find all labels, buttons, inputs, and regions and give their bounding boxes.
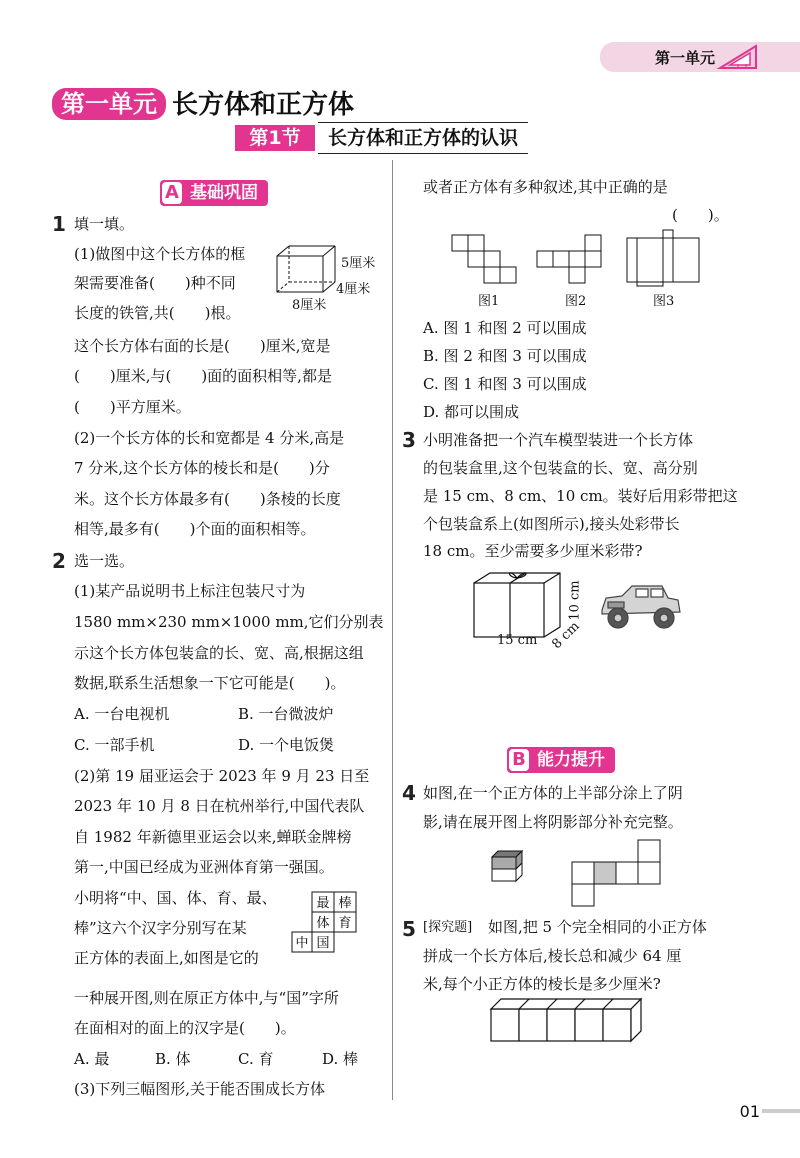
net-char-zhong: 中	[295, 936, 309, 951]
level-a-badge	[160, 180, 268, 206]
q2-p2-line-8: 一种展开图,则在原正方体中,与“国”字所	[74, 989, 339, 1007]
q1-height-label: 5厘米	[341, 256, 376, 271]
page-number: 01	[739, 1102, 760, 1121]
q2-p1-option-b: B. 一台微波炉	[238, 705, 334, 723]
q2-p2-line-1: (2)第 19 届亚运会于 2023 年 9 月 23 日至	[74, 767, 370, 785]
q3-line-3: 是 15 cm、8 cm、10 cm。装好后用彩带把这	[423, 487, 738, 505]
q2-p1-option-c: C. 一部手机	[74, 736, 155, 754]
level-b-badge	[507, 747, 615, 773]
ruler-triangle-icon	[716, 44, 760, 70]
q1-line-5: ( )厘米,与( )面的面积相等,都是	[74, 367, 332, 385]
q2-p3-option-a: A. 图 1 和图 2 可以围成	[423, 319, 587, 337]
q2-p2-line-4: 第一,中国已经成为亚洲体育第一强国。	[74, 858, 334, 876]
q2-p2-line-2: 2023 年 10 月 8 日在杭州举行,中国代表队	[74, 797, 365, 815]
q1-line-9: 米。这个长方体最多有( )条棱的长度	[74, 490, 341, 508]
q1-line-3: 长度的铁管,共( )根。	[74, 304, 241, 322]
q3-line-2: 的包装盒里,这个包装盒的长、宽、高分别	[423, 459, 698, 477]
q4-line-2: 影,请在展开图上将阴影部分补充完整。	[423, 813, 683, 831]
q2-p2-line-9: 在面相对的面上的汉字是( )。	[74, 1019, 296, 1037]
unit-title: 长方体和正方体	[172, 90, 355, 120]
section-title: 长方体和正方体的认识	[318, 122, 528, 154]
unit-badge: 第一单元	[52, 88, 166, 120]
q2-p2-option-d: D. 棒	[322, 1050, 359, 1068]
q3-line-4: 个包装盒系上(如图所示),接头处彩带长	[423, 515, 680, 533]
level-a-label: 基础巩固	[190, 183, 258, 203]
q2-number: 2	[52, 549, 66, 573]
q2-p2-option-c: C. 育	[238, 1050, 274, 1068]
q2-heading: 选一选。	[74, 552, 135, 570]
level-b-letter: B	[507, 747, 531, 773]
q4-shaded-cube-figure	[488, 849, 528, 885]
q2-p2-option-a: A. 最	[74, 1050, 110, 1068]
q1-length-label: 8厘米	[292, 298, 327, 313]
q2-p3-blank: ( )。	[672, 206, 729, 224]
q1-line-6: ( )平方厘米。	[74, 398, 191, 416]
q1-line-1: (1)做图中这个长方体的框	[74, 245, 246, 263]
q2-p2-option-b: B. 体	[155, 1050, 191, 1068]
q1-line-2: 架需要准备( )种不同	[74, 274, 236, 292]
q2-cube-net-figure	[290, 890, 360, 955]
q2-p1-option-d: D. 一个电饭煲	[238, 736, 335, 754]
q4-cube-net-figure	[570, 838, 665, 910]
q2-p2-line-7: 正方体的表面上,如图是它的	[74, 949, 259, 967]
q2-p3-option-d: D. 都可以围成	[423, 403, 520, 421]
q2-p2-line-6: 棒”这六个汉字分别写在某	[74, 919, 247, 937]
q1-heading: 填一填。	[74, 215, 135, 233]
page-number-bar	[762, 1109, 800, 1113]
q2-p1-line-1: (1)某产品说明书上标注包装尺寸为	[74, 582, 306, 600]
q3-height-label: 10 cm	[567, 580, 583, 621]
q1-line-10: 相等,最多有( )个面的面积相等。	[74, 520, 316, 538]
q4-number: 4	[402, 781, 416, 805]
q3-line-5: 18 cm。至少需要多少厘米彩带?	[423, 542, 643, 560]
q3-width-label: 8 cm	[549, 618, 583, 653]
figure-3-net	[625, 228, 705, 288]
level-b-label: 能力提升	[537, 750, 605, 770]
figure-1-caption: 图1	[478, 294, 500, 309]
net-char-zui: 最	[316, 896, 330, 911]
q1-line-8: 7 分米,这个长方体的棱长和是( )分	[74, 459, 330, 477]
q3-line-1: 小明准备把一个汽车模型装进一个长方体	[423, 431, 694, 449]
q2-p2-line-3: 自 1982 年新德里亚运会以来,蝉联金牌榜	[74, 828, 352, 846]
q2-p3-line-2: 或者正方体有多种叙述,其中正确的是	[423, 178, 668, 196]
net-char-bang: 棒	[338, 896, 352, 911]
q5-five-cubes-figure	[489, 997, 644, 1047]
figure-1-net	[450, 233, 530, 289]
q2-p1-line-2: 1580 mm×230 mm×1000 mm,它们分别表	[74, 613, 384, 631]
level-a-letter: A	[160, 180, 184, 206]
q3-length-label: 15 cm	[497, 633, 538, 648]
unit-tab-label: 第一单元	[654, 49, 715, 67]
q5-line-1: 如图,把 5 个完全相同的小正方体	[488, 918, 707, 936]
q2-p2-line-5: 小明将“中、国、体、育、最、	[74, 889, 277, 907]
q3-number: 3	[402, 428, 416, 452]
section-badge: 第1节	[235, 125, 315, 151]
net-char-yu: 育	[338, 916, 352, 931]
q1-width-label: 4厘米	[336, 282, 371, 297]
q2-p3-line-1: (3)下列三幅图形,关于能否围成长方体	[74, 1080, 326, 1098]
q2-p1-line-4: 数据,联系生活想象一下它可能是( )。	[74, 674, 346, 692]
figure-2-net	[535, 233, 620, 289]
q5-tag: [探究题]	[423, 920, 473, 935]
q1-line-7: (2)一个长方体的长和宽都是 4 分米,高是	[74, 429, 345, 447]
q2-p1-option-a: A. 一台电视机	[74, 705, 170, 723]
q4-line-1: 如图,在一个正方体的上半部分涂上了阴	[423, 784, 683, 802]
net-char-ti: 体	[316, 916, 330, 931]
figure-3-caption: 图3	[653, 294, 675, 309]
q1-line-4: 这个长方体右面的长是( )厘米,宽是	[74, 337, 331, 355]
q2-p1-line-3: 示这个长方体包装盒的长、宽、高,根据这组	[74, 644, 364, 662]
q5-number: 5	[402, 917, 416, 941]
toy-jeep-image	[596, 580, 684, 632]
q1-number: 1	[52, 212, 66, 236]
figure-2-caption: 图2	[565, 294, 587, 309]
q2-p3-option-b: B. 图 2 和图 3 可以围成	[423, 347, 587, 365]
q5-line-2: 拼成一个长方体后,棱长总和减少 64 厘	[423, 947, 682, 965]
q2-p3-option-c: C. 图 1 和图 3 可以围成	[423, 375, 587, 393]
net-char-guo: 国	[316, 936, 330, 951]
column-divider	[392, 160, 393, 1100]
q5-line-3: 米,每个小正方体的棱长是多少厘米?	[423, 975, 661, 993]
